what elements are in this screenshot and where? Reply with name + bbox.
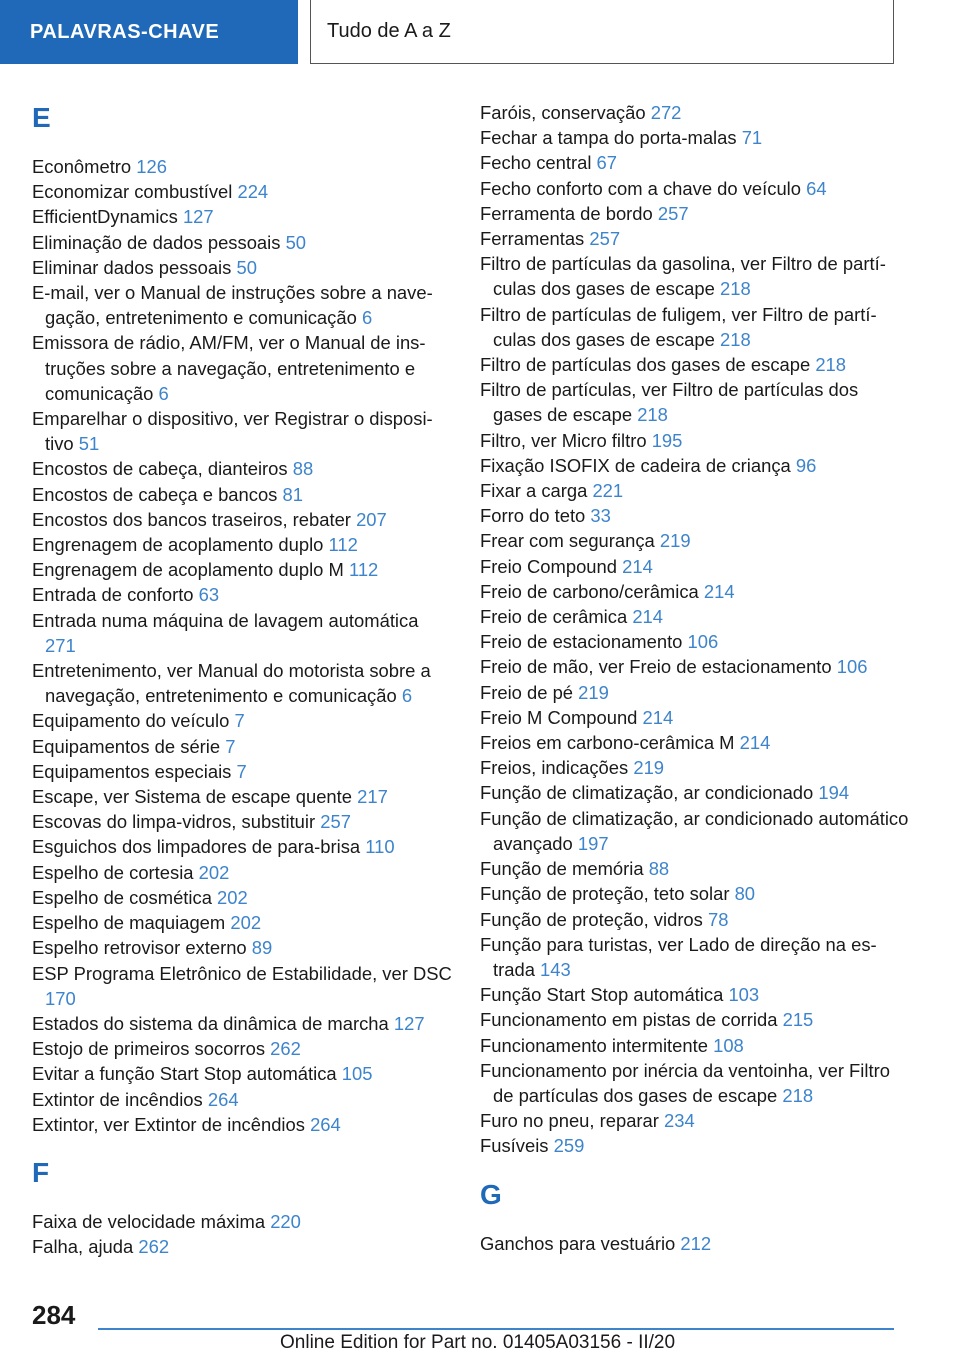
index-term: Equipamentos especiais (32, 760, 232, 782)
index-term: Entretenimento, ver Manual do motorista sobre a navegação, entretenimento e comunicação (32, 660, 431, 707)
index-term: Esguichos dos limpadores de para-brisa (32, 836, 361, 858)
index-term: Encostos de cabeça e bancos (32, 483, 278, 505)
index-term: Função de proteção, vidros (480, 908, 703, 930)
index-term: Estojo de primeiros socorros (32, 1038, 266, 1060)
index-term: Freio Compound (480, 555, 617, 577)
page-reference-link[interactable]: 106 (687, 631, 719, 653)
index-entry (480, 705, 910, 730)
page-reference-link[interactable]: 112 (328, 534, 358, 556)
index-term: Falha, ajuda (32, 1236, 134, 1258)
index-term: Faróis, conservação (480, 102, 646, 123)
index-entry (480, 352, 910, 377)
page-reference-link[interactable]: 7 (234, 710, 245, 732)
page-reference-link[interactable]: 197 (577, 832, 609, 854)
index-term: Fixação ISOFIX de cadeira de criança (480, 454, 791, 476)
page-reference-link[interactable]: 219 (633, 757, 665, 779)
page-reference-link[interactable]: 214 (632, 606, 663, 628)
index-entry (32, 608, 452, 658)
index-entry (480, 150, 910, 175)
page-reference-link[interactable]: 207 (356, 508, 387, 530)
index-entry (32, 834, 452, 859)
index-term: Engrenagem de acoplamento duplo (32, 534, 324, 556)
index-term: Funcionamento por inércia da ventoinha, ver Filtro de partículas dos gases de escape (480, 1059, 890, 1106)
index-entry (480, 730, 910, 755)
index-entry (32, 230, 452, 255)
index-term: Função de climatização, ar condicionado automático avançado (480, 807, 909, 854)
index-entry (480, 176, 910, 201)
index-entry (32, 1036, 452, 1061)
index-term: Eliminar dados pessoais (32, 256, 232, 278)
index-entry (480, 654, 910, 679)
page-reference-link[interactable]: 71 (741, 127, 763, 149)
index-term: Evitar a função Start Stop automática (32, 1063, 337, 1085)
page-reference-link[interactable]: 219 (659, 530, 691, 552)
index-entry (480, 503, 910, 528)
index-entry (480, 478, 910, 503)
page-reference-link[interactable]: 33 (590, 505, 611, 527)
index-entry (32, 910, 452, 935)
index-term: Função de climatização, ar condicionado (480, 782, 814, 804)
index-entry (480, 780, 910, 805)
index-term: Equipamentos de série (32, 735, 221, 757)
index-letter-heading: E (32, 102, 51, 133)
page-reference-link[interactable]: 105 (341, 1063, 373, 1085)
index-term: Filtro de partículas de fuligem, ver Filtro de partículas dos gases de escape (480, 303, 877, 350)
index-term: Frear com segurança (480, 530, 655, 552)
index-entry (480, 629, 910, 654)
index-term: Freio de cerâmica (480, 606, 628, 628)
page-reference-link[interactable]: 195 (651, 429, 683, 451)
index-term: Furo no pneu, reparar (480, 1110, 659, 1132)
index-term: Fechar a tampa do porta-malas (480, 127, 737, 149)
index-term: Engrenagem de acoplamento duplo M (32, 559, 344, 581)
index-entry (32, 1112, 452, 1137)
index-entry (32, 532, 452, 557)
index-entry (480, 932, 910, 982)
page-reference-link[interactable]: 6 (401, 685, 413, 707)
index-term: Entrada de conforto (32, 584, 194, 606)
index-entry (32, 1209, 452, 1234)
page-reference-link[interactable]: 214 (703, 580, 735, 602)
page-reference-link[interactable]: 194 (818, 782, 850, 804)
index-term: Eliminação de dados pessoais (32, 231, 281, 253)
index-letter-heading: G (480, 1178, 502, 1210)
index-entry (480, 680, 910, 705)
index-entry (32, 557, 452, 582)
index-entry (32, 1234, 452, 1259)
index-term: Fixar a carga (480, 480, 588, 502)
index-term: Filtro, ver Micro filtro (480, 429, 647, 451)
page-reference-link[interactable]: 257 (657, 202, 689, 224)
index-term: Entrada numa máquina de lavagem automática (32, 609, 419, 631)
page-reference-link[interactable]: 64 (806, 177, 827, 199)
index-entry (480, 1231, 910, 1256)
page-reference-link[interactable]: 103 (728, 984, 760, 1006)
index-term: Função de memória (480, 858, 644, 880)
index-term: Freio de mão, ver Freio de estacionamento (480, 656, 832, 678)
page-reference-link[interactable]: 257 (589, 228, 621, 250)
index-term: Emissora de rádio, AM/FM, ver o Manual de instruções sobre a navegação, entretenimento e comunicação (32, 332, 426, 404)
page-reference-link[interactable]: 96 (795, 454, 817, 476)
index-column-right (480, 100, 910, 1256)
index-entry (32, 885, 452, 910)
page-reference-link[interactable]: 6 (361, 307, 373, 329)
page-reference-link[interactable]: 202 (198, 861, 230, 883)
index-term: Filtro de partículas, ver Filtro de partículas dos gases de escape (480, 379, 859, 426)
index-term: Fecho central (480, 152, 592, 174)
index-term: ESP Programa Eletrônico de Estabilidade, ver DSC (32, 962, 452, 984)
page-reference-link[interactable]: 215 (782, 1009, 814, 1031)
page-reference-link[interactable]: 264 (207, 1088, 239, 1110)
page-reference-link[interactable]: 63 (198, 584, 220, 606)
index-term: Extintor, ver Extintor de incêndios (32, 1113, 305, 1135)
index-term: Faixa de velocidade máxima (32, 1210, 266, 1232)
edition-footer: Online Edition for Part no. 01405A03156 - II/20 (280, 1332, 676, 1353)
page-reference-link[interactable]: 234 (664, 1110, 695, 1132)
index-entry (32, 708, 452, 733)
index-entry (32, 784, 452, 809)
page-number: 284 (32, 1300, 76, 1330)
page-reference-link[interactable]: 89 (251, 937, 273, 959)
page-reference-link[interactable]: 88 (292, 458, 314, 480)
index-entry (480, 302, 910, 352)
page-reference-link[interactable]: 262 (270, 1038, 301, 1060)
index-entry (480, 226, 910, 251)
index-term: Ferramenta de bordo (480, 202, 653, 224)
index-term: Fecho conforto com a chave do veículo (480, 177, 801, 199)
page-reference-link[interactable]: 218 (637, 404, 668, 426)
index-entry (32, 204, 452, 229)
index-letter-heading: F (32, 1156, 50, 1188)
index-term: Equipamento do veículo (32, 710, 230, 732)
index-entry (32, 179, 452, 204)
index-term: Espelho retrovisor externo (32, 937, 247, 959)
page-reference-link[interactable]: 88 (648, 858, 670, 880)
index-term: Função Start Stop automática (480, 984, 724, 1006)
page-reference-link[interactable]: 219 (578, 681, 609, 703)
index-term: Filtro de partículas dos gases de escape (480, 354, 811, 376)
index-entry (32, 255, 452, 280)
index-entry (480, 1133, 910, 1158)
index-entry (32, 456, 452, 481)
index-entry (480, 1108, 910, 1133)
index-entry (480, 856, 910, 881)
index-term: Extintor de incêndios (32, 1088, 203, 1110)
page-reference-link[interactable]: 106 (836, 656, 868, 678)
index-entry (480, 755, 910, 780)
page-reference-link[interactable]: 218 (782, 1084, 814, 1106)
page-reference-link[interactable]: 218 (815, 354, 847, 376)
index-entry (32, 330, 452, 406)
page-reference-link[interactable]: 220 (270, 1210, 301, 1232)
index-term: Freios, indicações (480, 757, 629, 779)
index-term: Funcionamento em pistas de corrida (480, 1009, 778, 1031)
index-entry (480, 579, 910, 604)
chapter-title: Tudo de A a Z (310, 0, 894, 64)
index-term: EfficientDynamics (32, 206, 178, 228)
index-entry (480, 806, 910, 856)
index-term: Freios em carbono-cerâmica M (480, 732, 735, 754)
index-term: Escovas do limpa-vidros, substituir (32, 811, 316, 833)
index-term: Ferramentas (480, 228, 585, 250)
page-reference-link[interactable]: 50 (285, 231, 307, 253)
page-reference-link[interactable]: 202 (230, 912, 262, 934)
index-entry (480, 528, 910, 553)
page-reference-link[interactable]: 271 (45, 634, 76, 656)
index-entry (32, 658, 452, 708)
page-reference-link[interactable]: 214 (739, 732, 771, 754)
page-reference-link[interactable]: 218 (719, 278, 751, 300)
index-term: Espelho de maquiagem (32, 912, 226, 934)
page-reference-link[interactable]: 272 (650, 102, 682, 123)
page-reference-link[interactable]: 126 (136, 156, 167, 177)
index-term: Funcionamento intermitente (480, 1034, 708, 1056)
page-reference-link[interactable]: 127 (182, 206, 214, 228)
index-entry (480, 125, 910, 150)
index-entry (32, 1011, 452, 1036)
index-term: Filtro de partículas da gasolina, ver Filtro de partículas dos gases de escape (480, 253, 886, 300)
index-term: Ganchos para vestuário (480, 1232, 676, 1254)
index-entry (480, 453, 910, 478)
index-entry (480, 100, 910, 125)
index-term: Encostos dos bancos traseiros, rebater (32, 508, 351, 530)
index-term: Freio M Compound (480, 706, 638, 728)
index-entry (32, 734, 452, 759)
page-reference-link[interactable]: 143 (540, 958, 571, 980)
page-reference-link[interactable]: 202 (217, 886, 248, 908)
page-reference-link[interactable]: 6 (158, 382, 169, 404)
index-entry (480, 907, 910, 932)
page-reference-link[interactable]: 78 (708, 908, 729, 930)
page-reference-link[interactable]: 80 (734, 883, 756, 905)
index-entry (480, 604, 910, 629)
page-reference-link[interactable]: 67 (596, 152, 618, 174)
index-term: Espelho de cortesia (32, 861, 194, 883)
index-entry (32, 1087, 452, 1112)
page-reference-link[interactable]: 81 (282, 483, 303, 505)
page-reference-link[interactable]: 7 (236, 760, 247, 782)
footer-divider (98, 1328, 894, 1330)
index-entry (32, 961, 452, 1011)
index-term: Encostos de cabeça, dianteiros (32, 458, 288, 480)
index-term: Função para turistas, ver Lado de direção na estrada (480, 933, 877, 980)
index-term: Função de proteção, teto solar (480, 883, 730, 905)
page-reference-link[interactable]: 217 (357, 786, 388, 808)
page-reference-link[interactable]: 7 (225, 735, 236, 757)
index-term: Freio de carbono/cerâmica (480, 580, 699, 602)
page-reference-link[interactable]: 51 (78, 433, 100, 455)
index-entry (32, 582, 452, 607)
index-term: Freio de pé (480, 681, 574, 703)
page-reference-link[interactable]: 170 (45, 987, 76, 1009)
index-entry (32, 280, 452, 330)
index-entry (480, 881, 910, 906)
page-header (0, 0, 960, 64)
page-reference-link[interactable]: 112 (348, 559, 379, 581)
index-term: Freio de estacionamento (480, 631, 683, 653)
index-entry (32, 759, 452, 784)
index-entry (32, 507, 452, 532)
page-reference-link[interactable]: 221 (592, 480, 624, 502)
index-term: Econômetro (32, 156, 132, 177)
page-reference-link[interactable]: 127 (393, 1012, 425, 1034)
page-reference-link[interactable]: 108 (713, 1034, 744, 1056)
page-reference-link[interactable]: 218 (719, 328, 751, 350)
index-entry (480, 428, 910, 453)
index-entry (32, 482, 452, 507)
index-entry (480, 1033, 910, 1058)
index-entry (480, 1007, 910, 1032)
page-reference-link[interactable]: 212 (680, 1232, 712, 1254)
index-entry (480, 1058, 910, 1108)
index-entry (32, 935, 452, 960)
index-entry (480, 251, 910, 301)
index-entry (32, 1061, 452, 1086)
index-term: Espelho de cosmética (32, 886, 212, 908)
index-term: Economizar combustível (32, 181, 233, 203)
index-entry (32, 860, 452, 885)
page-reference-link[interactable]: 262 (138, 1236, 170, 1258)
index-term: E-mail, ver o Manual de instruções sobre a navegação, entretenimento e comunicação (32, 282, 433, 329)
index-entry (480, 201, 910, 226)
page-reference-link[interactable]: 110 (365, 836, 395, 858)
page-reference-link[interactable]: 214 (622, 555, 653, 577)
section-tab: PALAVRAS-CHAVE (0, 0, 298, 64)
index-entry (32, 154, 452, 179)
index-term: Escape, ver Sistema de escape quente (32, 786, 352, 808)
index-term: Emparelhar o dispositivo, ver Registrar o dispositivo (32, 408, 433, 455)
index-entry (32, 809, 452, 834)
index-column-left (32, 100, 452, 1259)
index-entry (32, 406, 452, 456)
index-entry (480, 554, 910, 579)
index-term: Estados do sistema da dinâmica de marcha (32, 1012, 389, 1034)
page-reference-link[interactable]: 259 (553, 1135, 585, 1157)
page-reference-link[interactable]: 224 (237, 181, 269, 203)
page-reference-link[interactable]: 257 (320, 811, 351, 833)
index-term: Fusíveis (480, 1135, 549, 1157)
page-reference-link[interactable]: 214 (642, 706, 674, 728)
page-reference-link[interactable]: 264 (310, 1113, 341, 1135)
index-entry (480, 377, 910, 427)
page-reference-link[interactable]: 50 (236, 256, 257, 278)
index-term: Forro do teto (480, 505, 586, 527)
index-entry (480, 982, 910, 1007)
